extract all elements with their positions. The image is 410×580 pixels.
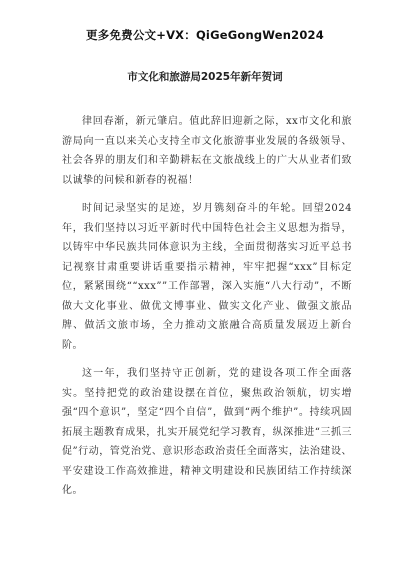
paragraph-3: 这一年，我们坚持守正创新，党的建设各项工作全面落实。坚持把党的政治建设摆在首位，聚焦政治领航，切实增强“四个意识”，坚定“四个自信”，做到“两个维护”。持续巩固拓展主题教育成果，扎实开展党纪学习教育，纵深推进“三抓三促”行动，管党治党、意识形态政治责任全面落实，法治建设、平安建设工作高效推进，精神文明建设和民族团结工作持续深化。 [62,368,352,496]
document-title: 市文化和旅游局2025年新年贺词 [127,71,283,83]
promo-banner: 更多免费公文+VX：QiGeGongWen2024 [86,28,324,42]
document-body [62,112,352,510]
paragraph-2: 时间记录坚实的足迹，岁月镌刻奋斗的年轮。回望2024年，我们坚持以习近平新时代中国特色社会主义思想为指导，以铸牢中华民族共同体意识为主线，全面贯彻落实习近平总书记视察甘肃重要讲话重要指示精神，牢牢把握“xxx”目标定位，紧紧围绕““xxx””工作部署，深入实施“八大行动”，不断做大文化事业、做优文博事业、做实文化产业、做强文旅品牌、做活文旅市场，全力推动文旅融合高质量发展迈上新台阶。 [62,203,352,351]
paragraph-1: 律回春渐，新元肇启。值此辞旧迎新之际，xx市文化和旅游局向一直以来关心支持全市文化旅游事业发展的各级领导、社会各界的朋友们和辛勤耕耘在文旅战线上的广大从业者们致以诚挚的问候和新春的祝福！ [62,116,352,186]
